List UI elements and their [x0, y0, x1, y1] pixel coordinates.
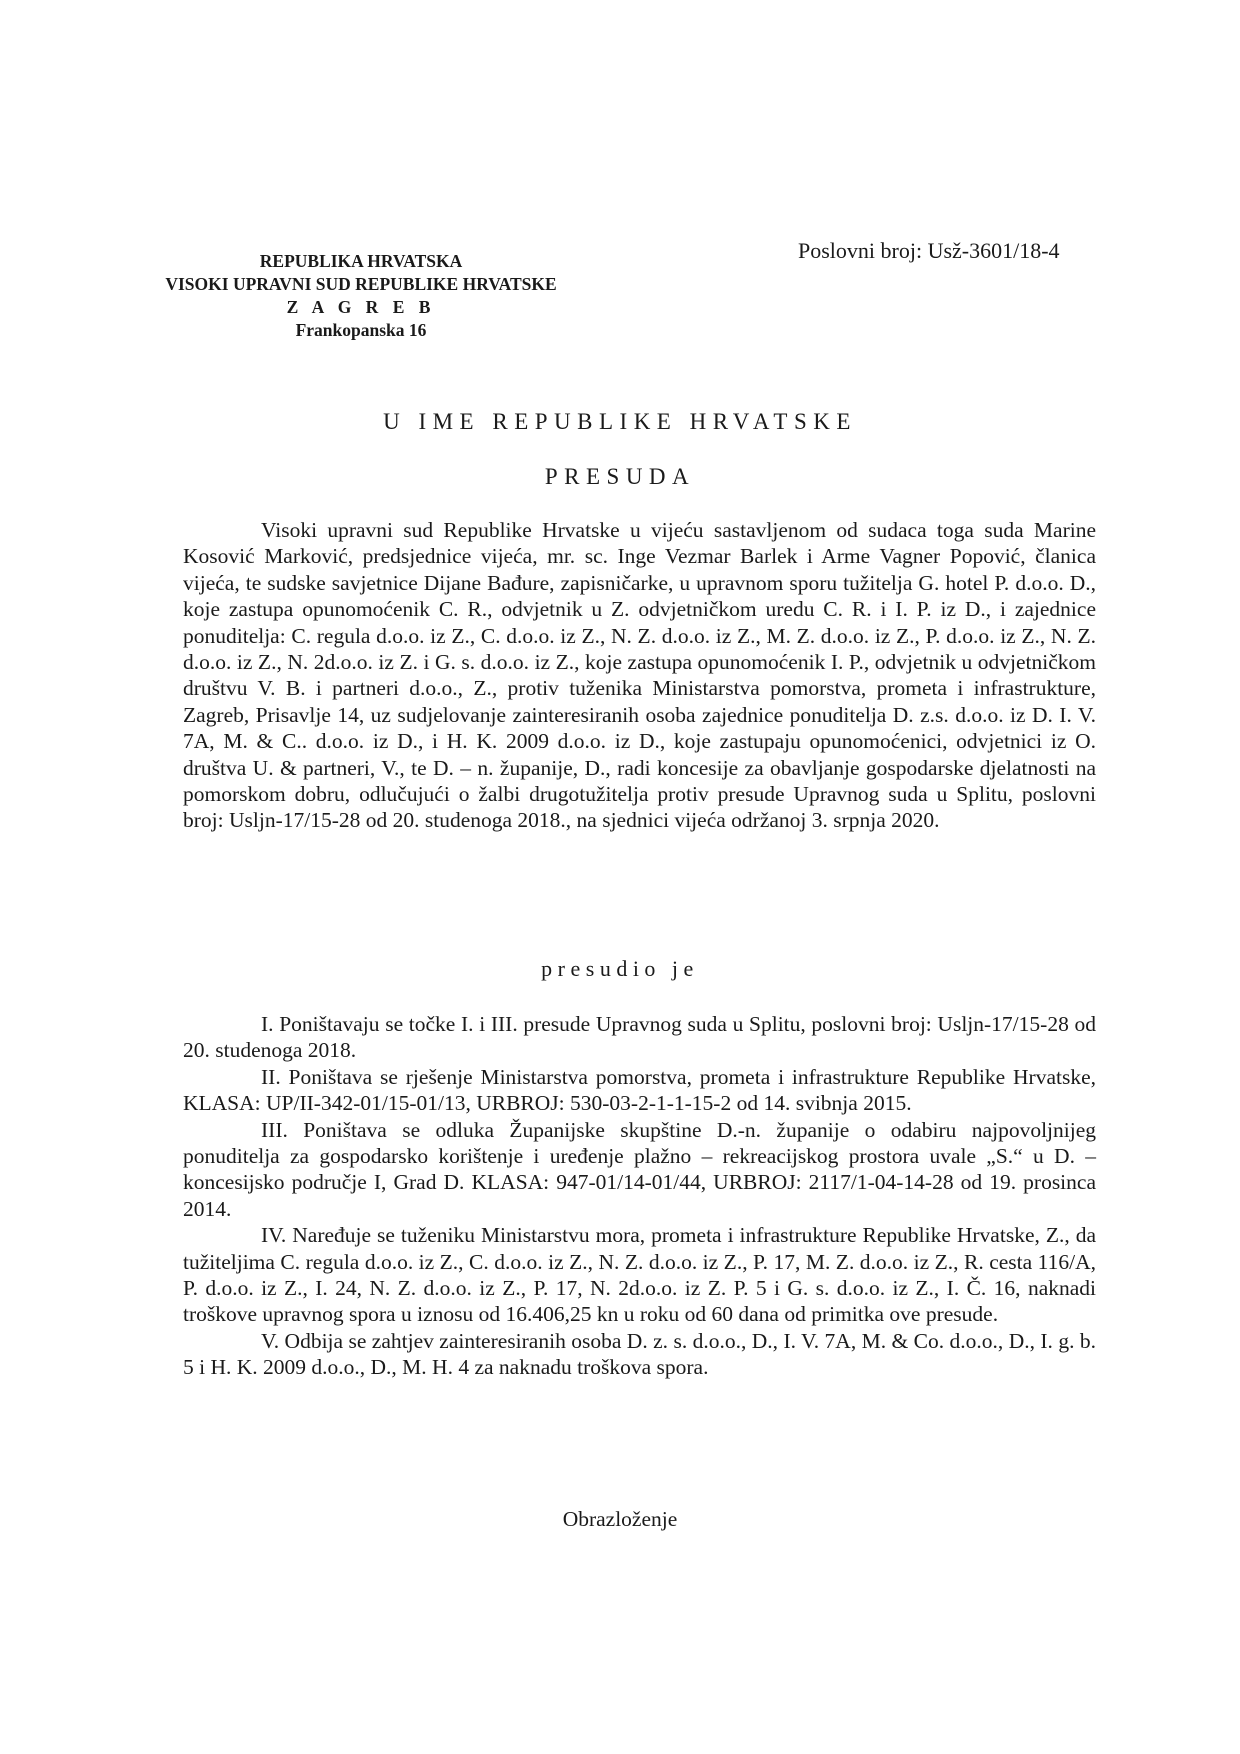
title-verdict: PRESUDA — [544, 464, 696, 489]
title-in-the-name-of-republic: U IME REPUBLIKE HRVATSKE — [383, 409, 857, 434]
case-number: Poslovni broj: Usž-3601/18-4 — [798, 238, 1060, 263]
reasoning-heading: Obrazloženje — [562, 1507, 678, 1531]
ruling-item: IV. Naređuje se tuženiku Ministarstvu mora, prometa i infrastrukture Republike Hrvatske, Z., da tužiteljima C. regula d.o.o. iz Z., C. d.o.o. iz Z., N. Z. d.o.o. iz Z., P. 17, M. Z. d.o.o. iz Z., R. cesta 116/A, P. d.o.o. iz Z., I. 24, N. Z. d.o.o. iz Z., P. 17, N. 2d.o.o. iz Z. P. 5 i G. s. d.o.o. iz Z., I. Č. 16, naknadi troškove upravnog spora u iznosu od 16.406,25 kn u roku od 60 dana od primitka ove presude. — [183, 1223, 1096, 1327]
header-city: Z A G R E B — [286, 297, 436, 317]
ruling-items — [183, 1011, 1096, 1381]
ruling-heading: presudio je — [541, 956, 699, 981]
header-address: Frankopanska 16 — [295, 320, 427, 340]
court-header — [118, 250, 604, 342]
intro-paragraph: Visoki upravni sud Republike Hrvatske u vijeću sastavljenom od sudaca toga suda Marine Kosović Marković, predsjednice vijeća, mr. sc. Inge Vezmar Barlek i Arme Vagner Popović, članica vijeća, te sudske savjetnice Dijane Bađure, zapisničarke, u upravnom sporu tužitelja G. hotel P. d.o.o. D., koje zastupa opunomoćenik C. R., odvjetnik u Z. odvjetničkom uredu C. R. i I. P. iz D., i zajednice ponuditelja: C. regula d.o.o. iz Z., C. d.o.o. iz Z., N. Z. d.o.o. iz Z., M. Z. d.o.o. iz Z., P. d.o.o. iz Z., N. Z. d.o.o. iz Z., N. 2d.o.o. iz Z. i G. s. d.o.o. iz Z., koje zastupa opunomoćenik I. P., odvjetnik u odvjetničkom društvu V. B. i partneri d.o.o., Z., protiv tuženika Ministarstva pomorstva, prometa i infrastrukture, Zagreb, Prisavlje 14, uz sudjelovanje zainteresiranih osoba zajednice ponuditelja D. z.s. d.o.o. iz D. I. V. 7A, M. & C.. d.o.o. iz D., i H. K. 2009 d.o.o. iz D., koje zastupaju opunomoćenici, odvjetnici iz O. društva U. & partneri, V., te D. – n. županije, D., radi koncesije za obavljanje gospodarske djelatnosti na pomorskom dobru, odlučujući o žalbi drugotužitelja protiv presude Upravnog suda u Splitu, poslovni broj: Usljn-17/15-28 od 20. studenoga 2018., na sjednici vijeća održanoj 3. srpnja 2020. — [183, 518, 1096, 833]
ruling-item: III. Poništava se odluka Županijske skupštine D.-n. županije o odabiru najpovoljnijeg ponuditelja za gospodarsko korištenje i uređenje plažno – rekreacijskog prostora uvale „S.“ u D. – koncesijsko područje I, Grad D. KLASA: 947-01/14-01/44, URBROJ: 2117/1-04-14-28 od 19. prosinca 2014. — [183, 1117, 1096, 1221]
ruling-item: I. Poništavaju se točke I. i III. presude Upravnog suda u Splitu, poslovni broj: Usljn-17/15-28 od 20. studenoga 2018. — [183, 1012, 1096, 1063]
ruling-item: V. Odbija se zahtjev zainteresiranih osoba D. z. s. d.o.o., D., I. V. 7A, M. & Co. d.o.o., D., I. g. b. 5 i H. K. 2009 d.o.o., D., M. H. 4 za naknadu troškova spora. — [183, 1328, 1096, 1380]
header-court-name: VISOKI UPRAVNI SUD REPUBLIKE HRVATSKE — [165, 274, 557, 294]
header-country: REPUBLIKA HRVATSKA — [259, 251, 463, 271]
ruling-item: II. Poništava se rješenje Ministarstva pomorstva, prometa i infrastrukture Republike Hrvatske, KLASA: UP/II-342-01/15-01/13, URBROJ: 530-03-2-1-1-15-2 od 14. svibnja 2015. — [183, 1064, 1096, 1116]
